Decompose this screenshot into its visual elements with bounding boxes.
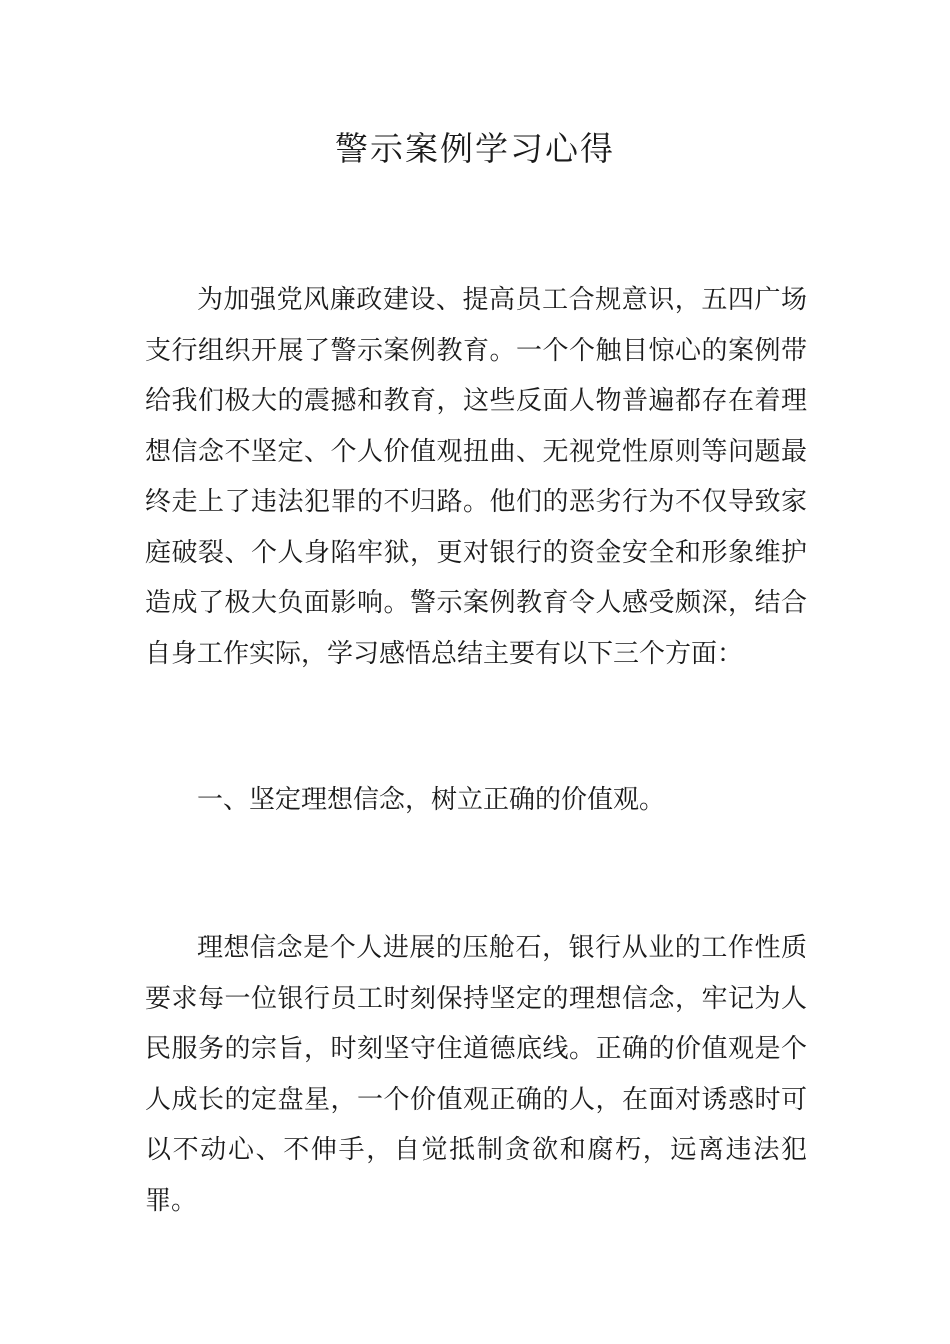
document-title: 警示案例学习心得 [335,129,615,168]
section-1-paragraph: 理想信念是个人进展的压舱石，银行从业的工作性质要求每一位银行员工时刻保持坚定的理想信念，牢记为人民服务的宗旨，时刻坚守住道德底线。正确的价值观是个人成长的定盘星，一个价值观正确的人，在面对诱惑时可以不动心、不伸手，自觉抵制贪欲和腐朽，远离违法犯罪。 [145,933,807,1216]
section-heading-1: 一、坚定理想信念，树立正确的价值观。 [197,785,666,815]
intro-paragraph: 为加强党风廉政建设、提高员工合规意识，五四广场支行组织开展了警示案例教育。一个个触目惊心的案例带给我们极大的震撼和教育，这些反面人物普遍都存在着理想信念不坚定、个人价值观扭曲、无视党性原则等问题最终走上了违法犯罪的不归路。他们的恶劣行为不仅导致家庭破裂、个人身陷牢狱，更对银行的资金安全和形象维护造成了极大负面影响。警示案例教育令人感受颇深，结合自身工作实际，学习感悟总结主要有以下三个方面： [145,285,807,669]
